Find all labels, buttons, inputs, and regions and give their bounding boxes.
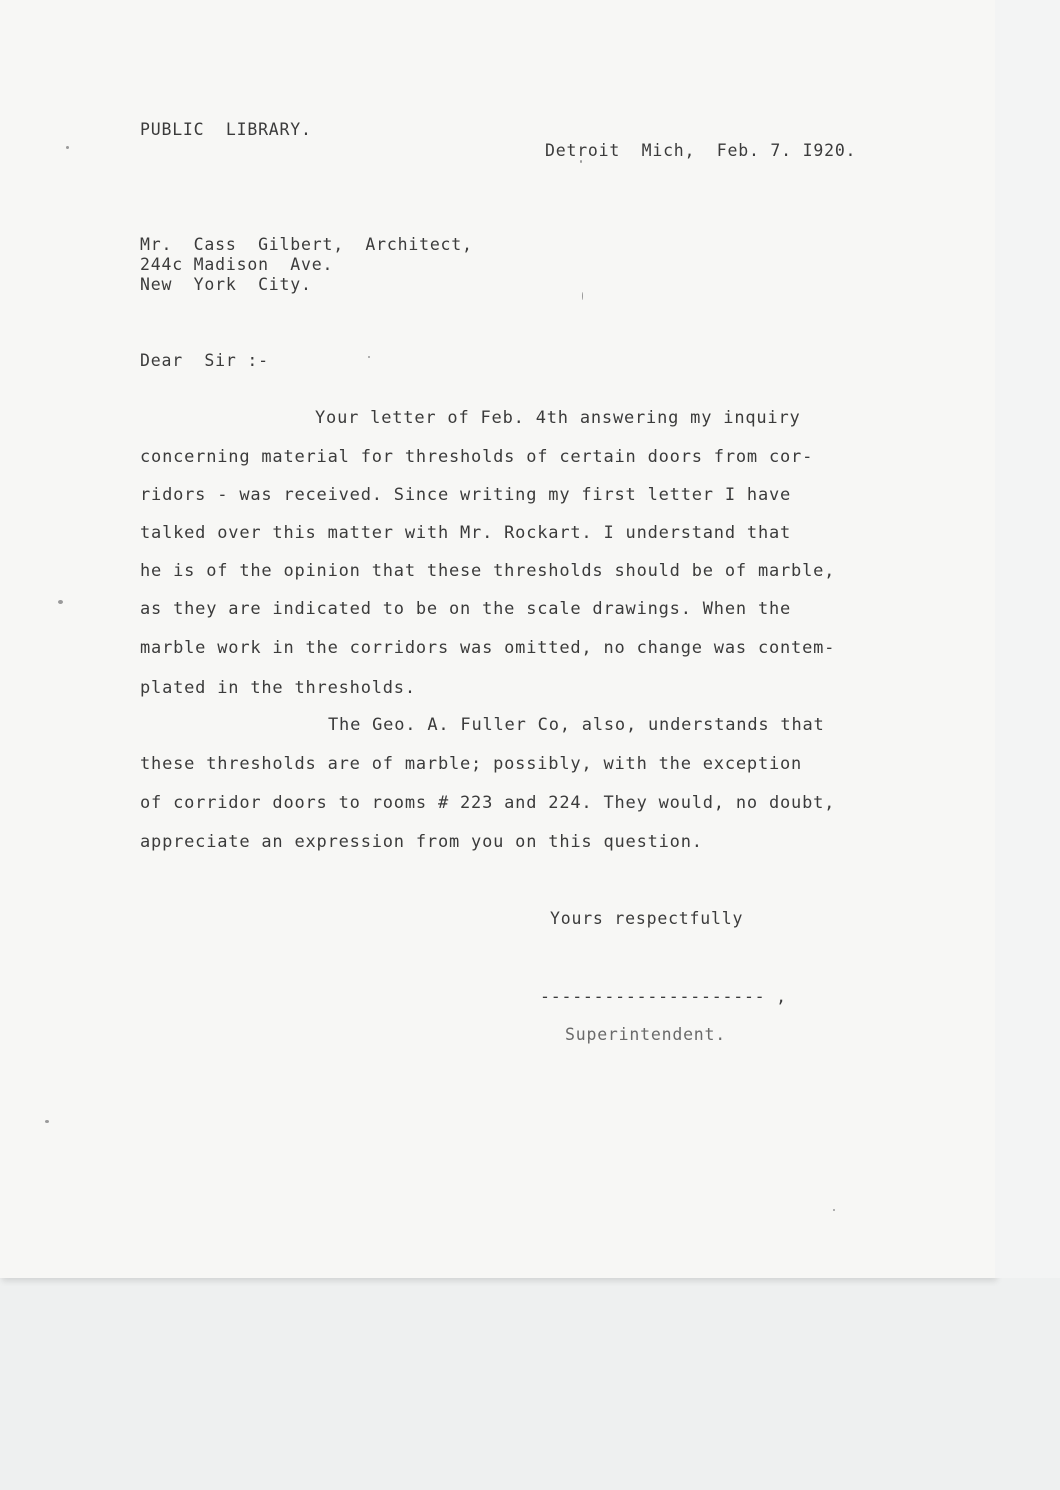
salutation: Dear Sir :- [140, 351, 269, 370]
recipient-name: Mr. Cass Gilbert, Architect, [140, 235, 473, 254]
letterhead-place-date: Detroit Mich, Feb. 7. I920. [545, 141, 857, 160]
letterhead-institution: PUBLIC LIBRARY. [140, 120, 312, 139]
signature-line: --------------------- , [540, 987, 787, 1006]
body-line: The Geo. A. Fuller Co, also, understands that [328, 715, 825, 735]
body-line: of corridor doors to rooms # 223 and 224. They would, no doubt, [140, 793, 836, 813]
body-line: Your letter of Feb. 4th answering my inquiry [315, 408, 801, 428]
recipient-city: New York City. [140, 275, 312, 294]
body-line: he is of the opinion that these thresholds should be of marble, [140, 561, 836, 581]
body-line: as they are indicated to be on the scale drawings. When the [140, 599, 792, 619]
complimentary-close: Yours respectfully [550, 909, 744, 928]
body-line: marble work in the corridors was omitted, no change was contem- [140, 638, 836, 658]
recipient-street: 244c Madison Ave. [140, 255, 334, 274]
body-line: these thresholds are of marble; possibly, with the exception [140, 754, 803, 774]
signer-title: Superintendent. [565, 1025, 727, 1044]
body-line: ridors - was received. Since writing my first letter I have [140, 485, 792, 505]
body-line: talked over this matter with Mr. Rockart. I understand that [140, 523, 792, 543]
body-line: plated in the thresholds. [140, 678, 416, 698]
body-line: concerning material for thresholds of certain doors from cor- [140, 447, 814, 467]
body-line: appreciate an expression from you on this question. [140, 832, 703, 852]
sheet-edge [995, 0, 1060, 1278]
